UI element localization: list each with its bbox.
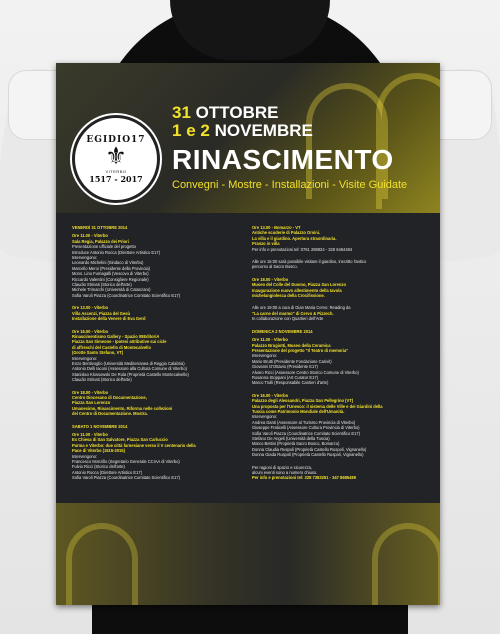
poster-title: RINASCIMENTO: [172, 144, 394, 175]
program-left-column: [72, 219, 242, 488]
event-block: Ore 13.00 - Bomarzo - VT Antiche scuderie di Palazzo Orsini. La villa e il giardino. Apertura straordinaria. Pranzo in villa Per info e prenotazioni tel: 0761 288934 - 328 6484484: [252, 225, 353, 252]
arch-decoration: [372, 523, 440, 605]
event-block: Ore 18.00 - Viterbo Museo del Colle del Duomo, Piazza San Lorenzo Inaugurazione nuovo allestimento della tavola michelangiolesca della Crocifissione.: [252, 276, 346, 299]
logo-city: VITERBO: [105, 168, 127, 174]
fleur-de-lis-icon: ⚜: [105, 142, 127, 170]
event-dates: [172, 104, 432, 140]
date-line-2: 1 e 2 NOVEMBRE: [172, 121, 313, 140]
event-block: Ore 18.00 - Viterbo Centro Diocesano di Documentazione, Piazza San Lorenzo Umanesimo, Rinascimento, Riforma nelle collezioni del Centro di Documentazione. Mostra.: [72, 389, 173, 417]
event-poster: [56, 63, 440, 605]
event-block: Ore 16.00 - Viterbo Rinascimentismo Gallery - Spazio 08EditoriA Piazza San Simeone - Ipotesi attributive sui cicle di affreschi del Castello di Montecalvello (Grotte Santo Stefano, VT) Intervengono: Enzo Bentivoglio (Università Mediterranea di Reggio Calabria) Antonio Delli Iaconi (Assessore alla Cultura Comune di Viterbo) Stanislao Klossowski De Rola (Proprietà Castello Montecalvello) Claudio Strinati (Storico dell'arte): [72, 328, 189, 383]
date-line-1: 31 OTTOBRE: [172, 103, 279, 122]
event-block: Alle ore 19:00 a cura di Gian Maria Cervo: Reading da "La carne del marmo" di Cervo & Pizzech. In collaborazione con Quartieri dell'Arte: [252, 305, 351, 322]
logo-years: 1517 - 2017: [89, 173, 143, 184]
event-block: Ore 16.00 - Viterbo Palazzo degli Alessandri, Piazza San Pellegrino (VT) Una proposta per l'Unesco: il sistema delle Ville e dei Giardini della Tuscia come Patrimonio Mondiale dell'Umanità. Intervengono: Andrea Danti (Assessore al Turismo Provincia di Viterbo) Giuseppe Fraticelli (Assessore Cultura Provincia di Viterbo) Sofia Varoli Piazza (Coordinatrice Comitato Scientifico E17) Stefano De Angeli (Università della Tuscia) Marco Bettini (Proprietà Sacro Bosco, Bomarzo) Donna Claudia Ruspoli (Proprietà Castello Ruspoli, Vignanello) Donna Giada Ruspoli (Proprietà Castello Ruspoli, Vignanello): [252, 392, 383, 458]
poster-subtitle: Convegni - Mostre - Installazioni - Visite Guidate: [172, 179, 408, 191]
event-block: Ore 11.00 - Viterbo Palazzo Brugiotti, Museo della Ceramica Presentazione del progetto "Il Teatro di memoria" Intervengono: Mario Brutti (Presidente Fondazione Carivit) Giovanni D'Ottavio (Presidente E17) Alvaro Ricci (Assessore Centro Storico Comune di Viterbo) Rosanna Stoppani (Art Curator E17) Marco Trulli (Responsabile Cantieri d'arte): [252, 337, 359, 386]
event-block: Ore 13.00 - Viterbo Villa Ascenzi, Piazza del Gesù Installazione della Venere di Eva Gerd: [72, 305, 146, 322]
event-block: Ore 11.00 - Viterbo Sala Regia, Palazzo dei Priori Presentazione ufficiale del progetto Introduce Antonio Rocca (Direttore Artistico E17) Intervengono: Leonardo Michelini (Sindaco di Viterbo) Marcello Meroi (Presidente della Provincia) Mons. Lino Fumagalli (Vescovo di Viterbo) Riccardo Valentini (Consigliere Regionale) Claudio Strinati (Storico dell'arte) Michele Trimarchi (Università di Catanzaro) Sofia Varoli Piazza (Coordinatrice Comitato Scientifico E17): [72, 233, 181, 298]
day-heading: VENERDÌ 31 OTTOBRE 2014: [72, 225, 128, 230]
event-block: Alle ore 15:00 sarà possibile visitare il giardino, inscritto l'antico percorso al Sacro Bosco.: [252, 259, 367, 270]
program-right-column: [252, 219, 422, 488]
day-heading: DOMENICA 2 NOVEMBRE 2014: [252, 328, 313, 334]
event-block: Ore 11.00 - Viterbo Ex Chiesa di San Salvatore, Piazza San Carluccio Parma e Viterbo: due città farnesiane verso il V centenario della Pace di Viterbo (1515-2015) Intervengono: Francesco Monzillo (Segretario Generale CCIAA di Viterbo) Fulvio Ricci (Storico dell'arte) Antonio Rocca (Direttore Artistico E17) Sofia Varoli Piazza (Coordinatrice Comitato Scientifico E17): [72, 432, 196, 481]
contact-info: Per ragioni di spazio e sicurezza, alcuni eventi sono a numero chiuso. Per info e prenotazioni tel: 328 7383251 - 347 8685489: [252, 464, 356, 481]
logo-name: EGIDIO17: [86, 134, 146, 145]
arch-decoration: [66, 523, 138, 605]
day-heading: SABATO 1 NOVEMBRE 2014: [72, 423, 128, 429]
egidio17-logo: [72, 115, 160, 203]
